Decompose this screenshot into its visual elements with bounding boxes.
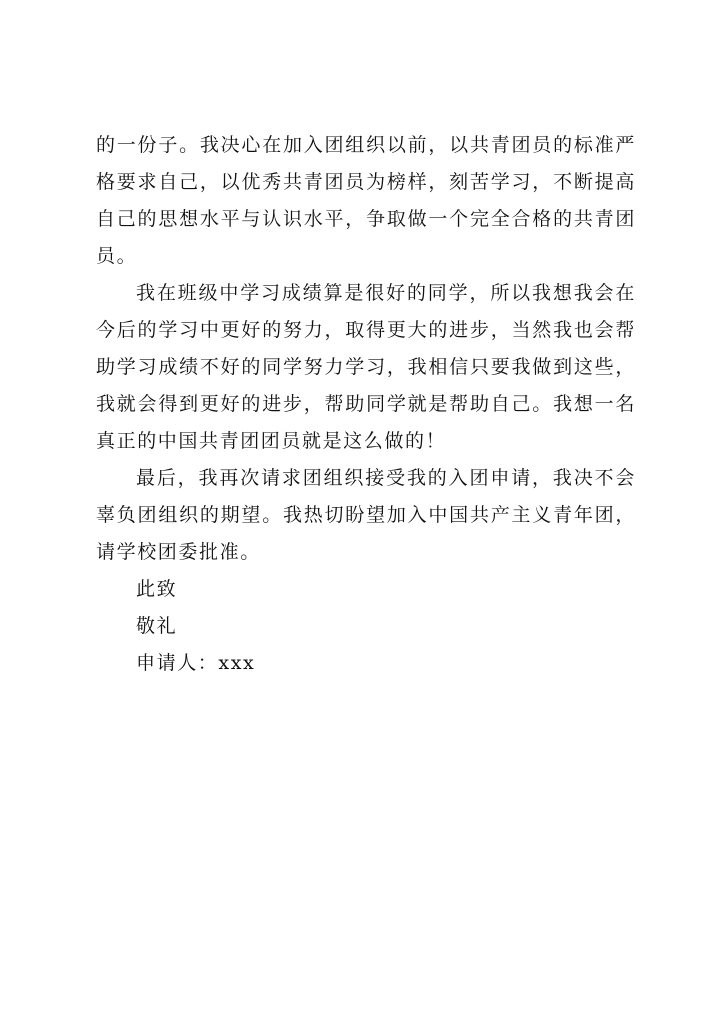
closing-respect: 敬礼 <box>136 615 178 637</box>
paragraph-study: 我在班级中学习成绩算是很好的同学，所以我想我会在今后的学习中更好的努力，取得更大的进步，当然我也会帮助学习成绩不好的同学努力学习，我相信只要我做到这些，我就会得到更好的进步，帮助同学就是帮助自己。我想一名真正的中国共青团团员就是这么做的！ <box>96 282 636 452</box>
paragraph-continuation: 的一份子。我决心在加入团组织以前，以共青团员的标准严格要求自己，以优秀共青团员为榜样，刻苦学习，不断提高自己的思想水平与认识水平，争取做一个完全合格的共青团员。 <box>96 134 636 267</box>
signature-line: 申请人：xxx <box>136 652 256 674</box>
paragraph-request: 最后，我再次请求团组织接受我的入团申请，我决不会辜负团组织的期望。我热切盼望加入中国共产主义青年团，请学校团委批准。 <box>96 467 636 563</box>
closing-salutation: 此致 <box>136 578 178 600</box>
document-body <box>96 127 636 682</box>
